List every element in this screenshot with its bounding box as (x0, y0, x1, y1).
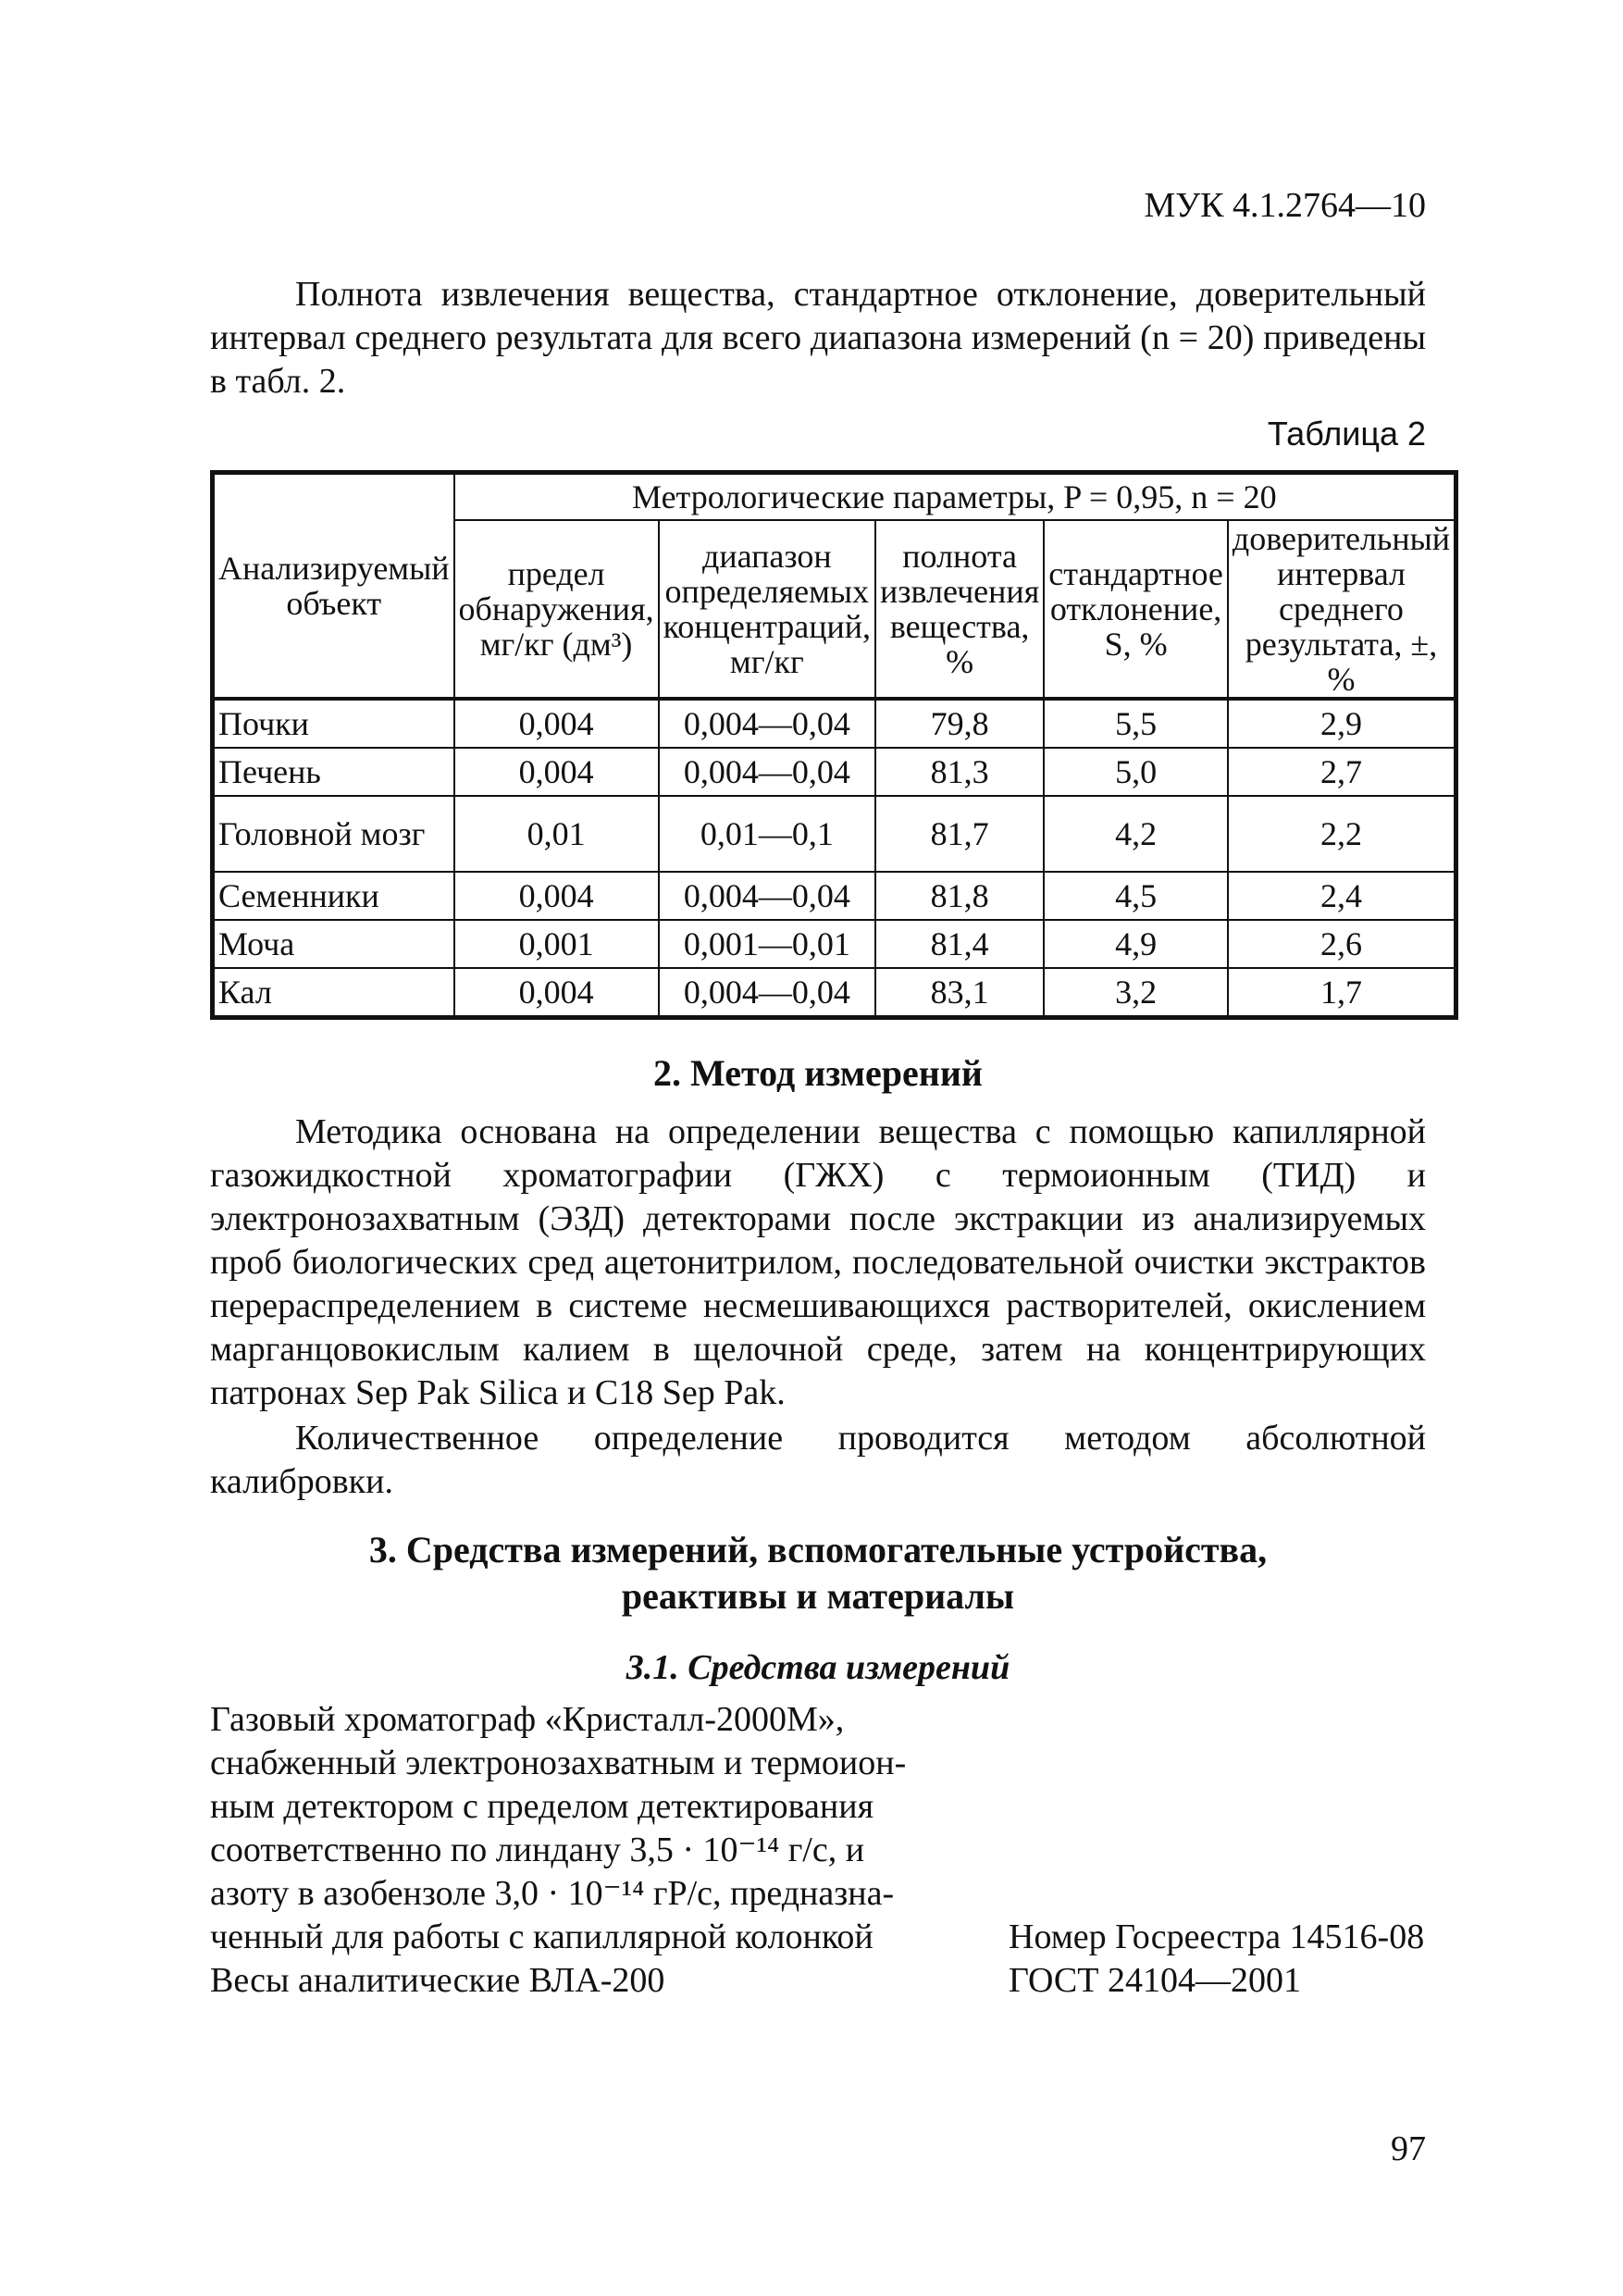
section-3-title-line-2: реактивы и материалы (621, 1575, 1015, 1617)
table-row (213, 872, 1456, 920)
confidence-cell: 2,6 (1228, 920, 1456, 968)
intro-paragraph: Полнота извлечения вещества, стандартное отклонение, доверительный интервал среднего результата для всего диапазона измерений (n = 20) приведены в табл. 2. (210, 275, 1426, 401)
detection-limit-cell: 0,01 (454, 796, 659, 872)
metrology-group-header: Метрологические параметры, P = 0,95, n = 20 (454, 473, 1456, 521)
section-3-title-line-1: 3. Средства измерений, вспомогательные устройства, (368, 1529, 1268, 1570)
recovery-cell: 81,8 (875, 872, 1044, 920)
object-column-header: Анализируемый объект (213, 473, 454, 700)
object-cell: Почки (213, 699, 454, 748)
table-row (213, 796, 1456, 872)
description-line: Весы аналитические ВЛА-200 (210, 1961, 665, 2000)
std-dev-cell: 4,2 (1044, 796, 1228, 872)
detection-limit-cell: 0,004 (454, 872, 659, 920)
table-row (213, 699, 1456, 748)
confidence-cell: 2,4 (1228, 872, 1456, 920)
description-line: соответственно по линдану 3,5 · 10⁻¹⁴ г/с, и (210, 1831, 865, 1869)
range-cell: 0,004—0,04 (659, 968, 875, 1018)
metrology-table (210, 470, 1458, 1020)
std-dev-cell: 4,9 (1044, 920, 1228, 968)
document-code: МУК 4.1.2764—10 (1144, 186, 1426, 225)
object-cell: Головной мозг (213, 796, 454, 872)
recovery-cell: 81,3 (875, 748, 1044, 796)
description-line: азоту в азобензоле 3,0 · 10⁻¹⁴ гР/с, предназна- (210, 1874, 895, 1913)
object-cell: Печень (213, 748, 454, 796)
detection-limit-cell: 0,004 (454, 748, 659, 796)
recovery-cell: 79,8 (875, 699, 1044, 748)
confidence-cell: 1,7 (1228, 968, 1456, 1018)
std-dev-cell: 4,5 (1044, 872, 1228, 920)
std-dev-cell: 5,5 (1044, 699, 1228, 748)
confidence-cell: 2,9 (1228, 699, 1456, 748)
detection-limit-cell: 0,004 (454, 699, 659, 748)
object-cell: Моча (213, 920, 454, 968)
chromatograph-description (210, 1698, 1006, 1959)
balance-description (210, 1959, 1006, 2003)
std-dev-cell: 5,0 (1044, 748, 1228, 796)
recovery-cell: 83,1 (875, 968, 1044, 1018)
std-dev-cell: 3,2 (1044, 968, 1228, 1018)
table-row (213, 748, 1456, 796)
range-cell: 0,01—0,1 (659, 796, 875, 872)
section-2-title: 2. Метод измерений (653, 1052, 983, 1094)
section-3-title (210, 1527, 1426, 1620)
range-cell: 0,004—0,04 (659, 872, 875, 920)
range-cell: 0,004—0,04 (659, 748, 875, 796)
description-line: ченный для работы с капиллярной колонкой (210, 1917, 873, 1956)
object-cell: Семенники (213, 872, 454, 920)
std-dev-header: стандартное отклонение, S, % (1044, 520, 1228, 699)
detection-limit-header: предел обнаружения, мг/кг (дм³) (454, 520, 659, 699)
table-row (213, 968, 1456, 1018)
recovery-cell: 81,7 (875, 796, 1044, 872)
description-line: ным детектором с пределом детектирования (210, 1787, 874, 1826)
chromatograph-reference: Номер Госреестра 14516-08 (1009, 1917, 1425, 1956)
description-line: снабженный электронозахватным и термоион- (210, 1744, 907, 1782)
range-cell: 0,001—0,01 (659, 920, 875, 968)
recovery-header: полнота извлечения вещества, % (875, 520, 1044, 699)
range-cell: 0,004—0,04 (659, 699, 875, 748)
confidence-cell: 2,7 (1228, 748, 1456, 796)
recovery-cell: 81,4 (875, 920, 1044, 968)
confidence-header: доверительный интервал среднего результата, ±, % (1228, 520, 1456, 699)
table-caption: Таблица 2 (1267, 415, 1426, 453)
detection-limit-cell: 0,001 (454, 920, 659, 968)
table-row (213, 920, 1456, 968)
detection-limit-cell: 0,004 (454, 968, 659, 1018)
calibration-paragraph: Количественное определение проводится методом абсолютной калибровки. (210, 1419, 1426, 1501)
object-cell: Кал (213, 968, 454, 1018)
confidence-cell: 2,2 (1228, 796, 1456, 872)
description-line: Газовый хроматограф «Кристалл-2000М», (210, 1700, 845, 1739)
subsection-3-1-title: 3.1. Средства измерений (626, 1648, 1010, 1687)
range-header: диапазон определяемых концентраций, мг/кг (659, 520, 875, 699)
balance-reference: ГОСТ 24104—2001 (1009, 1961, 1301, 2000)
page-number: 97 (1391, 2129, 1426, 2168)
method-paragraph: Методика основана на определении вещества с помощью капиллярной газожидкостной хроматографии (ГЖХ) с термоионным (ТИД) и электронозахватным (ЭЗД) детекторами после экстракции из анализируемых проб биологических сред ацетонитрилом, последовательной очистки экстрактов перераспределением в системе несмешивающихся растворителей, окислением марганцовокислым калием в щелочной среде, затем на концентрирующих патронах Sep Pak Silica и C18 Sep Pak. (210, 1112, 1426, 1412)
